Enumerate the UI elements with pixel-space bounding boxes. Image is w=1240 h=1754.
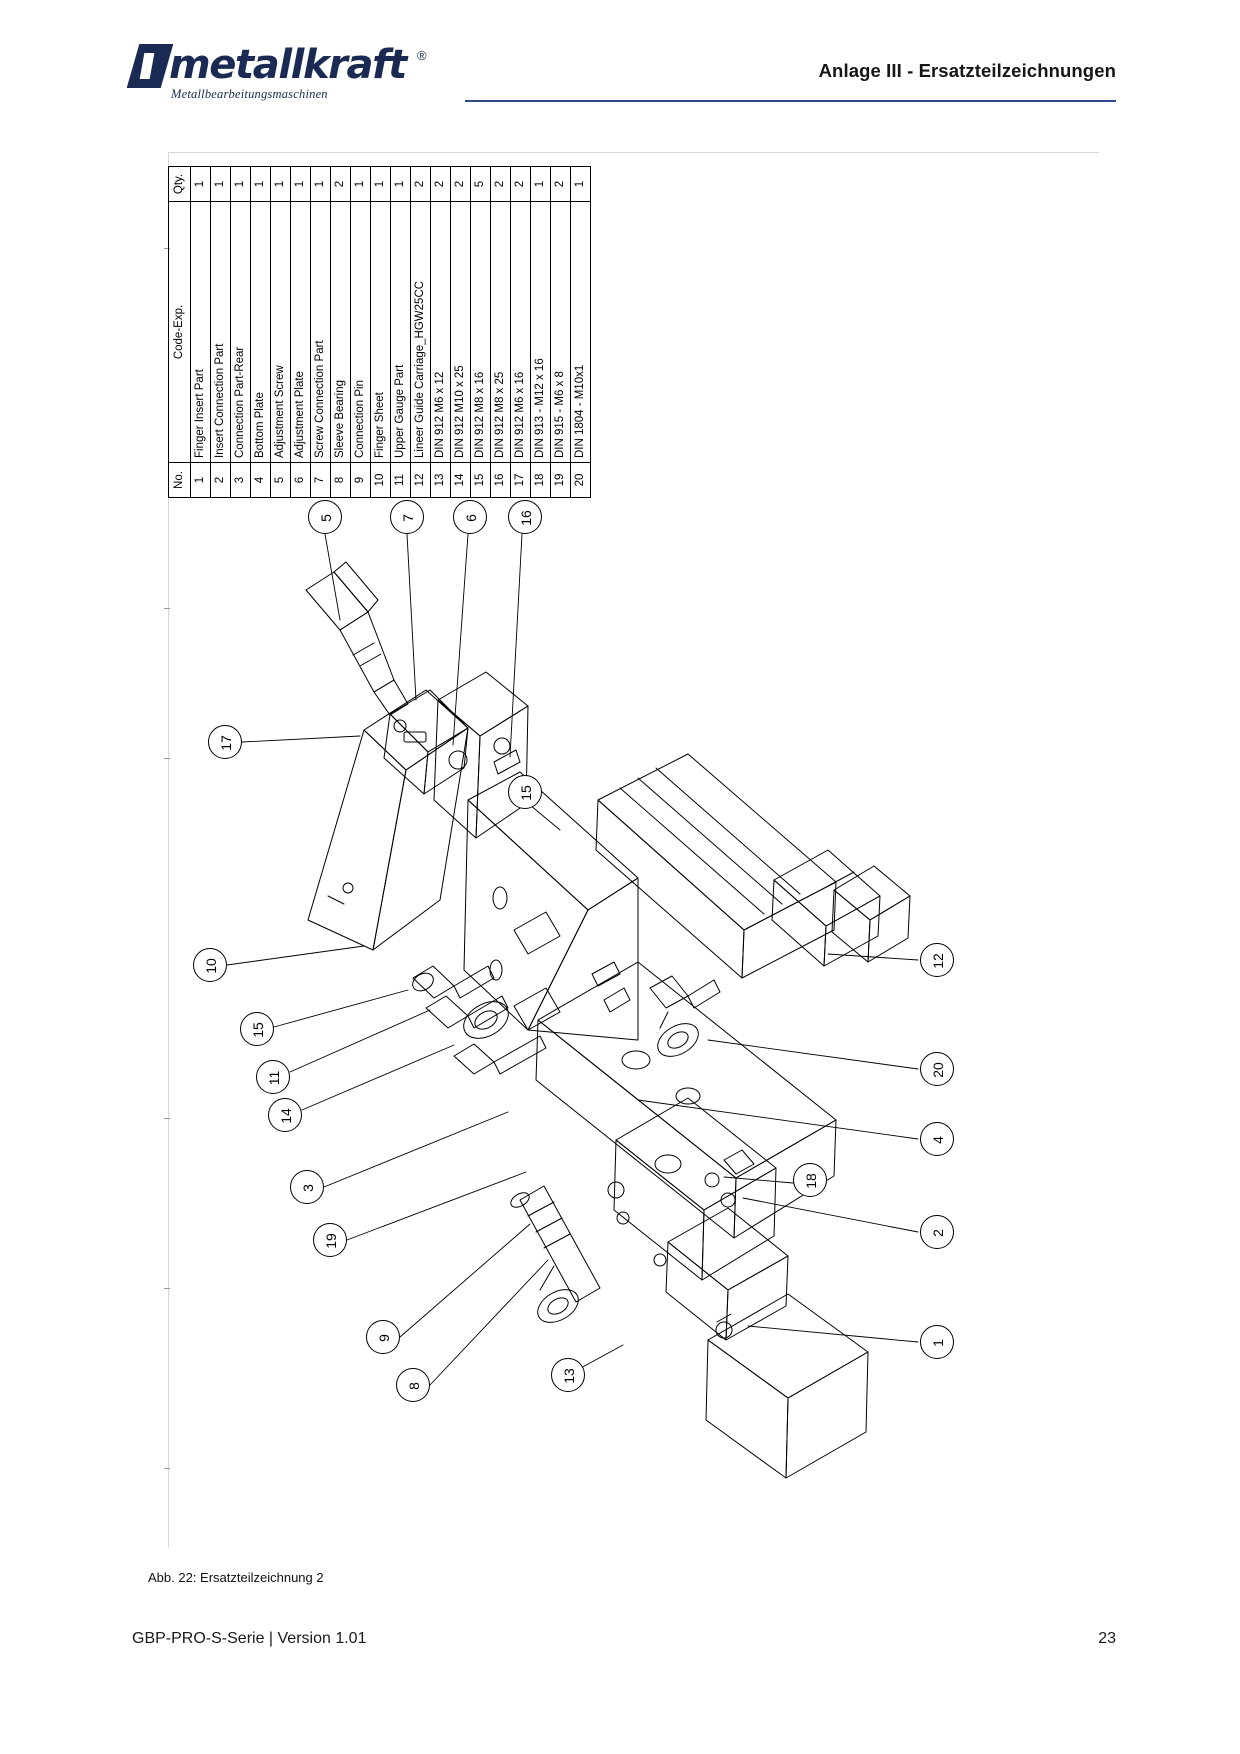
table-row: [331, 167, 351, 498]
balloon-label: 1: [930, 1339, 946, 1347]
balloon-5: [308, 500, 342, 534]
table-row: [451, 167, 471, 498]
balloon-label: 18: [803, 1173, 819, 1189]
cell-desc: DIN 912 M10 x 25: [451, 202, 471, 463]
cell-no: 7: [311, 463, 331, 498]
cell-qty: 5: [471, 167, 491, 202]
cell-desc: DIN 912 M8 x 16: [471, 202, 491, 463]
logo-wordmark: metallkraft: [169, 42, 406, 88]
cell-qty: 2: [491, 167, 511, 202]
balloon-label: 19: [323, 1233, 339, 1249]
table-row: [391, 167, 411, 498]
cell-qty: 2: [551, 167, 571, 202]
cell-qty: 1: [231, 167, 251, 202]
balloon-8: [396, 1368, 430, 1402]
cell-desc: Lineer Guide Carriage_HGW25CC: [411, 202, 431, 463]
parts-table-container: [168, 158, 628, 513]
cell-no: 9: [351, 463, 371, 498]
balloon-label: 6: [463, 514, 479, 522]
figure-caption: Abb. 22: Ersatzteilzeichnung 2: [148, 1570, 324, 1585]
cell-qty: 2: [511, 167, 531, 202]
cell-no: 18: [531, 463, 551, 498]
balloon-label: 15: [250, 1022, 266, 1038]
cell-no: 4: [251, 463, 271, 498]
balloon-label: 17: [218, 735, 234, 751]
balloon-13: [551, 1358, 585, 1392]
balloon-16: [508, 500, 542, 534]
table-row: [351, 167, 371, 498]
cell-qty: 1: [391, 167, 411, 202]
balloon-label: 16: [518, 510, 534, 526]
table-row: [191, 167, 211, 498]
balloon-15a: [508, 775, 542, 809]
balloon-12: [920, 943, 954, 977]
cell-desc: Adjustment Screw: [271, 202, 291, 463]
balloon-label: 2: [930, 1229, 946, 1237]
table-row: [231, 167, 251, 498]
table-row: [431, 167, 451, 498]
cell-no: 13: [431, 463, 451, 498]
footer-document-info: GBP-PRO-S-Serie | Version 1.01: [132, 1630, 367, 1647]
cell-no: 12: [411, 463, 431, 498]
cell-qty: 2: [431, 167, 451, 202]
balloon-11: [256, 1060, 290, 1094]
cell-desc: DIN 912 M6 x 12: [431, 202, 451, 463]
parts-table-body: [169, 167, 591, 498]
logo-mark-icon: [127, 44, 174, 88]
table-row: [491, 167, 511, 498]
balloon-label: 11: [266, 1070, 282, 1086]
cell-qty: 1: [191, 167, 211, 202]
cell-qty: 1: [351, 167, 371, 202]
cell-no: 10: [371, 463, 391, 498]
cell-no: 8: [331, 463, 351, 498]
table-row: [271, 167, 291, 498]
cell-desc: Connection Part-Rear: [231, 202, 251, 463]
cell-no: 20: [571, 463, 591, 498]
exploded-view-drawing: [168, 500, 1098, 1520]
table-row: [551, 167, 571, 498]
table-row: [311, 167, 331, 498]
table-row: [371, 167, 391, 498]
cell-qty: 2: [411, 167, 431, 202]
cell-qty: 1: [371, 167, 391, 202]
balloon-label: 15: [518, 785, 534, 801]
cell-qty: 1: [271, 167, 291, 202]
cell-desc: DIN 912 M6 x 16: [511, 202, 531, 463]
cell-no: 1: [191, 463, 211, 498]
table-row: [291, 167, 311, 498]
cell-desc: DIN 1804 - M10x1: [571, 202, 591, 463]
balloon-layer: [168, 500, 1098, 1520]
balloon-18: [793, 1163, 827, 1197]
cell-desc: Finger Insert Part: [191, 202, 211, 463]
cell-desc: DIN 912 M8 x 25: [491, 202, 511, 463]
balloon-label: 12: [930, 953, 946, 969]
cell-no: 11: [391, 463, 411, 498]
table-row: [571, 167, 591, 498]
balloon-1: [920, 1325, 954, 1359]
logo-tagline: Metallbearbeitungsmaschinen: [171, 87, 328, 101]
cell-qty: 1: [291, 167, 311, 202]
balloon-20: [920, 1052, 954, 1086]
header-divider: [465, 100, 1116, 102]
balloon-9: [366, 1320, 400, 1354]
parts-table: [168, 166, 591, 498]
balloon-14: [268, 1098, 302, 1132]
balloon-label: 14: [278, 1108, 294, 1124]
cell-no: 19: [551, 463, 571, 498]
balloon-label: 7: [400, 514, 416, 522]
balloon-label: 13: [561, 1368, 577, 1384]
cell-desc: Bottom Plate: [251, 202, 271, 463]
cell-desc: Screw Connection Part: [311, 202, 331, 463]
balloon-label: 8: [406, 1382, 422, 1390]
balloon-17: [208, 725, 242, 759]
cell-qty: 2: [451, 167, 471, 202]
page-header: [0, 34, 1240, 114]
cell-no: 2: [211, 463, 231, 498]
table-row: [251, 167, 271, 498]
header-no: No.: [169, 463, 191, 498]
table-header-row: [169, 167, 191, 498]
cell-desc: Insert Connection Part: [211, 202, 231, 463]
cell-no: 15: [471, 463, 491, 498]
table-row: [471, 167, 491, 498]
cell-no: 16: [491, 463, 511, 498]
cell-desc: DIN 915 - M6 x 8: [551, 202, 571, 463]
balloon-10: [193, 948, 227, 982]
cell-desc: Finger Sheet: [371, 202, 391, 463]
cell-desc: Adjustment Plate: [291, 202, 311, 463]
logo-registered-mark: ®: [417, 48, 427, 63]
cell-no: 6: [291, 463, 311, 498]
cell-no: 14: [451, 463, 471, 498]
table-row: [531, 167, 551, 498]
cell-no: 3: [231, 463, 251, 498]
balloon-2: [920, 1215, 954, 1249]
balloon-19: [313, 1223, 347, 1257]
balloon-label: 10: [203, 958, 219, 974]
header-qty: Qty.: [169, 167, 191, 202]
balloon-15b: [240, 1012, 274, 1046]
footer-page-number: 23: [1098, 1630, 1116, 1647]
balloon-7: [390, 500, 424, 534]
balloon-label: 5: [318, 514, 334, 522]
cell-desc: Upper Gauge Part: [391, 202, 411, 463]
cell-no: 5: [271, 463, 291, 498]
cell-qty: 1: [251, 167, 271, 202]
balloon-6: [453, 500, 487, 534]
table-row: [411, 167, 431, 498]
balloon-label: 3: [300, 1184, 316, 1192]
metallkraft-logo: [133, 40, 433, 102]
cell-qty: 2: [331, 167, 351, 202]
cell-desc: Sleeve Bearing: [331, 202, 351, 463]
balloon-label: 20: [930, 1062, 946, 1078]
cell-qty: 1: [571, 167, 591, 202]
cell-qty: 1: [211, 167, 231, 202]
table-row: [211, 167, 231, 498]
cell-qty: 1: [311, 167, 331, 202]
balloon-label: 9: [376, 1334, 392, 1342]
cell-desc: Connection Pin: [351, 202, 371, 463]
header-code: Code-Exp.: [169, 202, 191, 463]
balloon-label: 4: [930, 1136, 946, 1144]
balloon-4: [920, 1122, 954, 1156]
cell-qty: 1: [531, 167, 551, 202]
cell-desc: DIN 913 - M12 x 16: [531, 202, 551, 463]
table-row: [511, 167, 531, 498]
balloon-3: [290, 1170, 324, 1204]
cell-no: 17: [511, 463, 531, 498]
header-title: Anlage III - Ersatzteilzeichnungen: [818, 60, 1116, 81]
